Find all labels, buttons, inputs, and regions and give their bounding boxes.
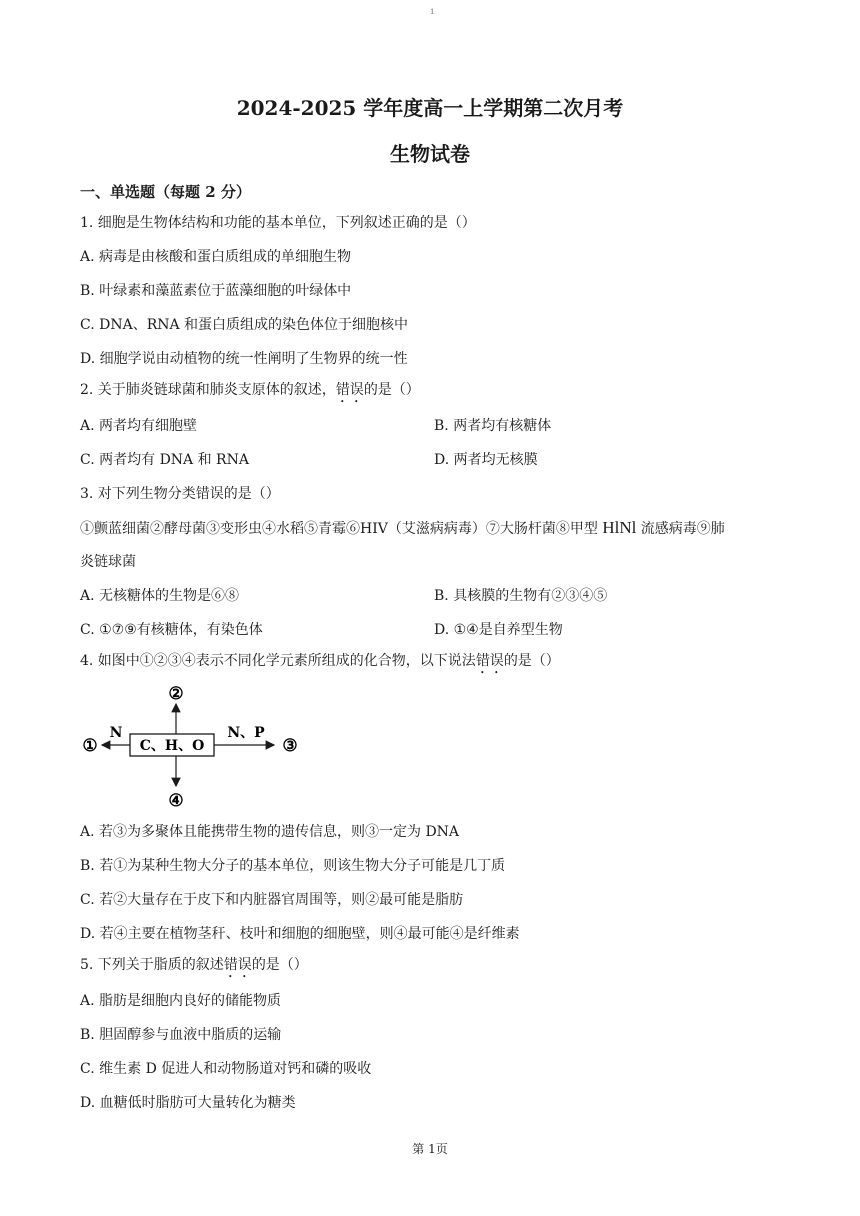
q2-option-a: A. 两者均有细胞壁 bbox=[80, 418, 198, 434]
q5-option-d: D. 血糖低时脂肪可大量转化为糖类 bbox=[80, 1095, 296, 1111]
q5-stem bbox=[80, 956, 308, 981]
q1-option-c: C. DNA、RNA 和蛋白质组成的染色体位于细胞核中 bbox=[80, 317, 409, 333]
left-element-label: N bbox=[109, 725, 123, 741]
q4-option-b: B. 若①为某种生物大分子的基本单位，则该生物大分子可能是几丁质 bbox=[80, 858, 506, 874]
q3-option-d: D. ①④是自养型生物 bbox=[434, 622, 563, 638]
q5-stem-emphasis: 错误 bbox=[223, 957, 252, 973]
exam-subtitle: 生物试卷 bbox=[390, 142, 470, 166]
q5-stem-post: 的是（） bbox=[251, 957, 308, 973]
q3-stem: 3. 对下列生物分类错误的是（） bbox=[80, 486, 280, 502]
center-label: C、H、O bbox=[139, 738, 205, 754]
q4-stem-post: 的是（） bbox=[503, 653, 560, 669]
q4-stem-emphasis: 错误 bbox=[475, 653, 504, 669]
page-footer: 第 1页 bbox=[412, 1142, 448, 1156]
q3-option-c: C. ①⑦⑨有核糖体，有染色体 bbox=[80, 622, 263, 638]
q2-option-d: D. 两者均无核膜 bbox=[434, 452, 538, 468]
q3-list-part2: 流感病毒⑨肺 bbox=[640, 521, 725, 537]
q4-option-a: A. 若③为多聚体且能携带生物的遗传信息，则③一定为 DNA bbox=[80, 824, 460, 840]
q1-stem: 1. 细胞是生物体结构和功能的基本单位，下列叙述正确的是（） bbox=[80, 215, 476, 231]
node-4: ④ bbox=[168, 791, 184, 811]
q2-stem bbox=[80, 381, 420, 406]
q5-option-a: A. 脂肪是细胞内良好的储能物质 bbox=[80, 993, 282, 1009]
q5-stem-pre: 5. 下列关于脂质的叙述 bbox=[80, 957, 224, 973]
node-1: ① bbox=[82, 736, 98, 756]
q2-option-c: C. 两者均有 DNA 和 RNA bbox=[80, 452, 249, 468]
q4-stem-pre: 4. 如图中①②③④表示不同化学元素所组成的化合物，以下说法 bbox=[80, 653, 476, 669]
q3-list-part1: ①颤蓝细菌②酵母菌③变形虫④水稻⑤青霉⑥HIV（艾滋病病毒）⑦大肠杆菌⑧甲型 bbox=[80, 521, 598, 537]
q4-option-d: D. 若④主要在植物茎秆、枝叶和细胞的细胞壁，则④最可能④是纤维素 bbox=[80, 926, 520, 942]
q1-option-b: B. 叶绿素和藻蓝素位于蓝藻细胞的叶绿体中 bbox=[80, 283, 352, 299]
q3-organism-list bbox=[80, 519, 725, 538]
q2-option-b: B. 两者均有核糖体 bbox=[434, 418, 552, 434]
node-3: ③ bbox=[282, 736, 298, 756]
q2-stem-pre: 2. 关于肺炎链球菌和肺炎支原体的叙述， bbox=[80, 382, 336, 398]
page-mark: 1 bbox=[430, 8, 435, 16]
q3-organism-list-cont: 炎链球菌 bbox=[80, 554, 136, 570]
q2-stem-emphasis: 错误 bbox=[335, 382, 364, 398]
q4-stem bbox=[80, 652, 560, 677]
q1-option-d: D. 细胞学说由动植物的统一性阐明了生物界的统一性 bbox=[80, 351, 408, 367]
q3-option-b: B. 具核膜的生物有②③④⑤ bbox=[434, 588, 608, 604]
q5-option-c: C. 维生素 D 促进人和动物肠道对钙和磷的吸收 bbox=[80, 1061, 372, 1077]
q4-option-c: C. 若②大量存在于皮下和内脏器官周围等，则②最可能是脂肪 bbox=[80, 892, 464, 908]
element-diagram bbox=[78, 680, 308, 812]
q5-option-b: B. 胆固醇参与血液中脂质的运输 bbox=[80, 1027, 282, 1043]
section-heading: 一、单选题（每题 2 分） bbox=[80, 183, 251, 201]
exam-title: 2024-2025 学年度高一上学期第二次月考 bbox=[236, 96, 624, 120]
right-element-label: N、P bbox=[227, 725, 265, 741]
q3-option-a: A. 无核糖体的生物是⑥⑧ bbox=[80, 588, 240, 604]
q2-stem-post: 的是（） bbox=[363, 382, 420, 398]
node-2: ② bbox=[168, 684, 184, 704]
q1-option-a: A. 病毒是由核酸和蛋白质组成的单细胞生物 bbox=[80, 249, 352, 265]
q3-list-strain: HlNl bbox=[602, 518, 637, 537]
